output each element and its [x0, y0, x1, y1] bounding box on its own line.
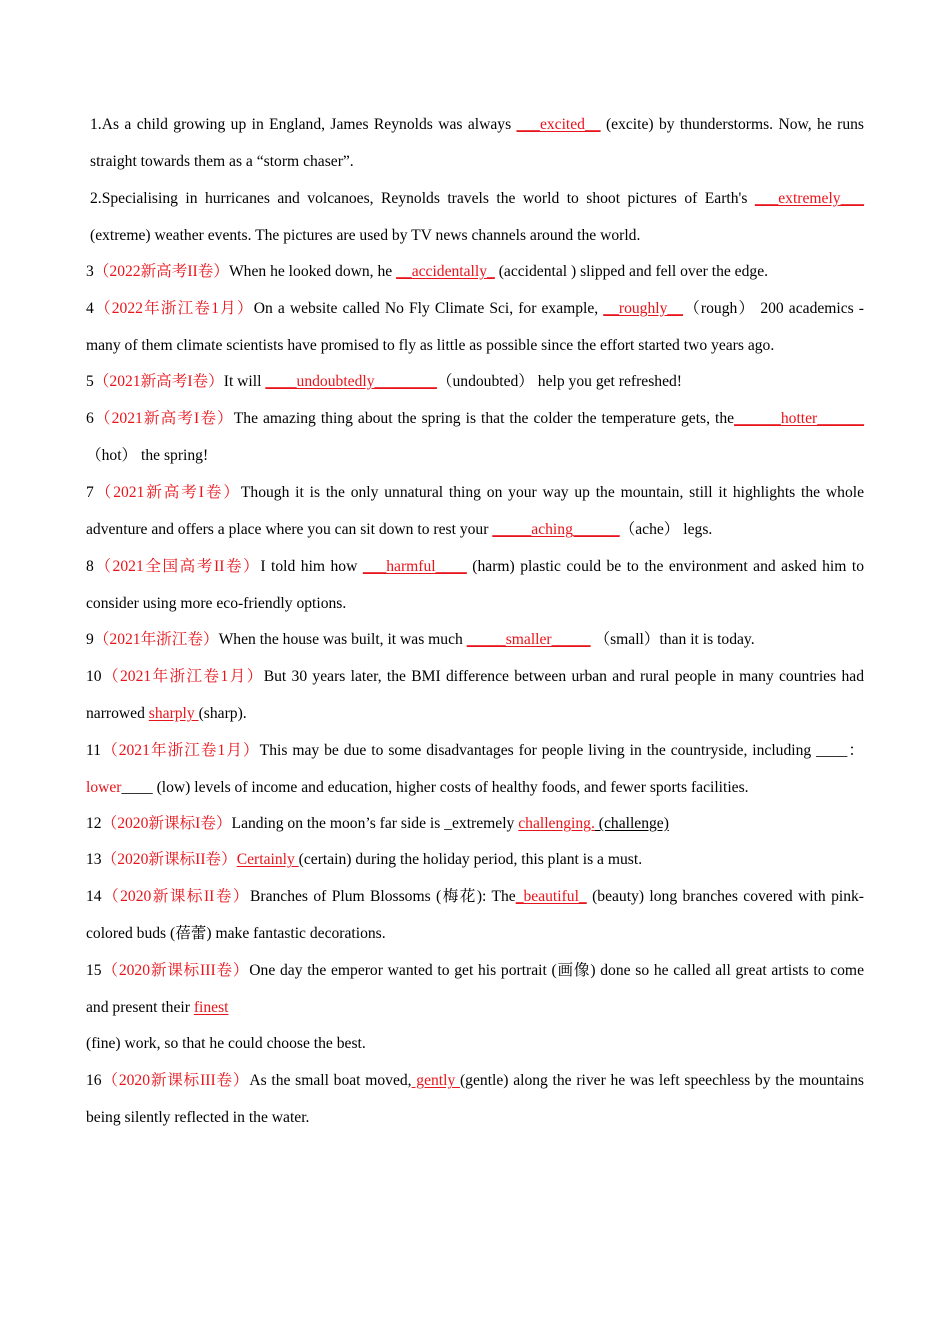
question-number: 6 [86, 410, 94, 427]
question-11 [86, 732, 864, 806]
question-number: 14 [86, 888, 102, 905]
question-16 [86, 1062, 864, 1136]
question-source: （2020新课标II卷） [101, 888, 250, 905]
question-text: The amazing thing about the spring is that the colder the temperature gets, the [233, 410, 735, 427]
question-text: （rough） 200 academics - many of them climate scientists have promised to fly as little as possible since the effort started two years ago. [86, 300, 865, 354]
question-9 [86, 622, 864, 658]
question-number: 8 [86, 558, 94, 575]
question-text: (excite) by thunderstorms. Now, he runs straight towards them as a “storm chaser”. [90, 116, 864, 170]
question-text: On a website called No Fly Climate Sci, for example, [253, 300, 604, 317]
answer-blank: __roughly__ [603, 300, 683, 317]
question-7 [86, 474, 864, 548]
question-source: （2021年浙江卷1月） [101, 668, 264, 685]
answer-blank: ___excited__ [516, 116, 601, 133]
question-15 [86, 952, 864, 1026]
question-text: It will [223, 373, 266, 390]
question-number: 12 [86, 815, 102, 832]
question-text: (extreme) weather events. The pictures are used by TV news channels around the world. [90, 227, 641, 244]
answer-blank: _beautiful_ [515, 888, 587, 905]
question-1 [86, 106, 864, 180]
question-text: (challenge) [594, 815, 669, 832]
question-2 [86, 180, 864, 254]
question-number: 4 [86, 300, 94, 317]
question-15-continued [86, 1026, 864, 1062]
question-text: (gentle) along the river he was left speechless by the mountains being silently reflected in the water. [86, 1072, 864, 1126]
question-5 [86, 364, 864, 400]
question-text: （small）than it is today. [590, 631, 755, 648]
answer-blank: ______hotter______ [734, 410, 864, 427]
question-text: Branches of Plum Blossoms (梅花): The [249, 888, 516, 905]
question-source: （2021年浙江卷1月） [101, 742, 260, 759]
question-text: (accidental ) slipped and fell over the edge. [494, 263, 769, 280]
question-text: Landing on the moon’s far side is _extremely [231, 815, 519, 832]
question-text: (certain) during the holiday period, this plant is a must. [298, 851, 643, 868]
question-number: 9 [86, 631, 94, 648]
question-text: When he looked down, he [228, 263, 397, 280]
question-14 [86, 878, 864, 952]
question-text: (fine) work, so that he could choose the best. [86, 1035, 366, 1052]
answer-blank: ____undoubtedly________ [265, 373, 437, 390]
question-number: 11 [86, 742, 102, 759]
question-12 [86, 806, 864, 842]
question-text: 2.Specialising in hurricanes and volcanoes, Reynolds travels the world to shoot pictures of Earth's [90, 190, 755, 207]
answer-blank: __accidentally_ [396, 263, 495, 280]
question-text: (sharp). [198, 705, 247, 722]
answer-blank: _____aching______ [492, 521, 620, 538]
question-8 [86, 548, 864, 622]
question-source: （2020新课标III卷） [101, 962, 250, 979]
question-number: 3 [86, 263, 94, 280]
question-text: Though it is the only unnatural thing on your way up the mountain, still it highlights the whole adventure and offers a place where you can sit down to rest your [86, 484, 864, 538]
answer-blank: sharply [148, 705, 199, 722]
question-number: 7 [86, 484, 94, 501]
question-text: One day the emperor wanted to get his portrait (画像) done so he called all great artists to come and present their [86, 962, 864, 1016]
question-text: ____ (low) levels of income and education, higher costs of healthy foods, and fewer sports facilities. [121, 779, 749, 796]
question-source: （2020新课标I卷） [101, 815, 232, 832]
question-text: （ache） legs. [619, 521, 713, 538]
answer-blank: ___harmful____ [362, 558, 467, 575]
answer-blank: lower [86, 779, 122, 796]
question-number: 5 [86, 373, 94, 390]
question-3 [86, 254, 864, 290]
question-source: （2021年浙江卷） [93, 631, 219, 648]
question-text: 1.As a child growing up in England, James Reynolds was always [90, 116, 517, 133]
question-number: 16 [86, 1072, 102, 1089]
question-text: (harm) plastic could be to the environment and asked him to consider using more eco-friendly options. [86, 558, 864, 612]
answer-blank: gently [411, 1072, 460, 1089]
question-source: （2021新高考I卷） [93, 410, 234, 427]
question-text: (beauty) long branches covered with pink-colored buds (蓓蕾) make fantastic decorations. [86, 888, 865, 942]
question-text: I told him how [260, 558, 363, 575]
question-source: （2021全国高考II卷） [93, 558, 261, 575]
answer-blank: _____smaller_____ [466, 631, 591, 648]
question-number: 10 [86, 668, 102, 685]
question-text: （undoubted） help you get refreshed! [436, 373, 682, 390]
question-text: （hot） the spring! [86, 447, 209, 464]
question-source: （2021新高考I卷） [93, 373, 224, 390]
worksheet [86, 106, 864, 1136]
question-10 [86, 658, 864, 732]
question-number: 13 [86, 851, 102, 868]
question-text: When the house was built, it was much [218, 631, 467, 648]
question-4 [86, 290, 864, 364]
question-text: This may be due to some disadvantages for people living in the countryside, including ____： [259, 742, 864, 759]
question-6 [86, 400, 864, 474]
question-text: But 30 years later, the BMI difference between urban and rural people in many countries had narrowed [86, 668, 864, 722]
answer-blank: challenging. [518, 815, 595, 832]
question-number: 15 [86, 962, 102, 979]
question-source: （2020新课标II卷） [101, 851, 237, 868]
answer-blank: Certainly [236, 851, 299, 868]
question-source: （2022年浙江卷1月） [93, 300, 254, 317]
answer-blank: finest [193, 999, 229, 1016]
answer-blank: ___extremely___ [754, 190, 864, 207]
question-13 [86, 842, 864, 878]
question-text: As the small boat moved, [249, 1072, 412, 1089]
question-source: （2022新高考II卷） [93, 263, 229, 280]
question-source: （2020新课标III卷） [101, 1072, 250, 1089]
question-source: （2021新高考I卷） [93, 484, 241, 501]
